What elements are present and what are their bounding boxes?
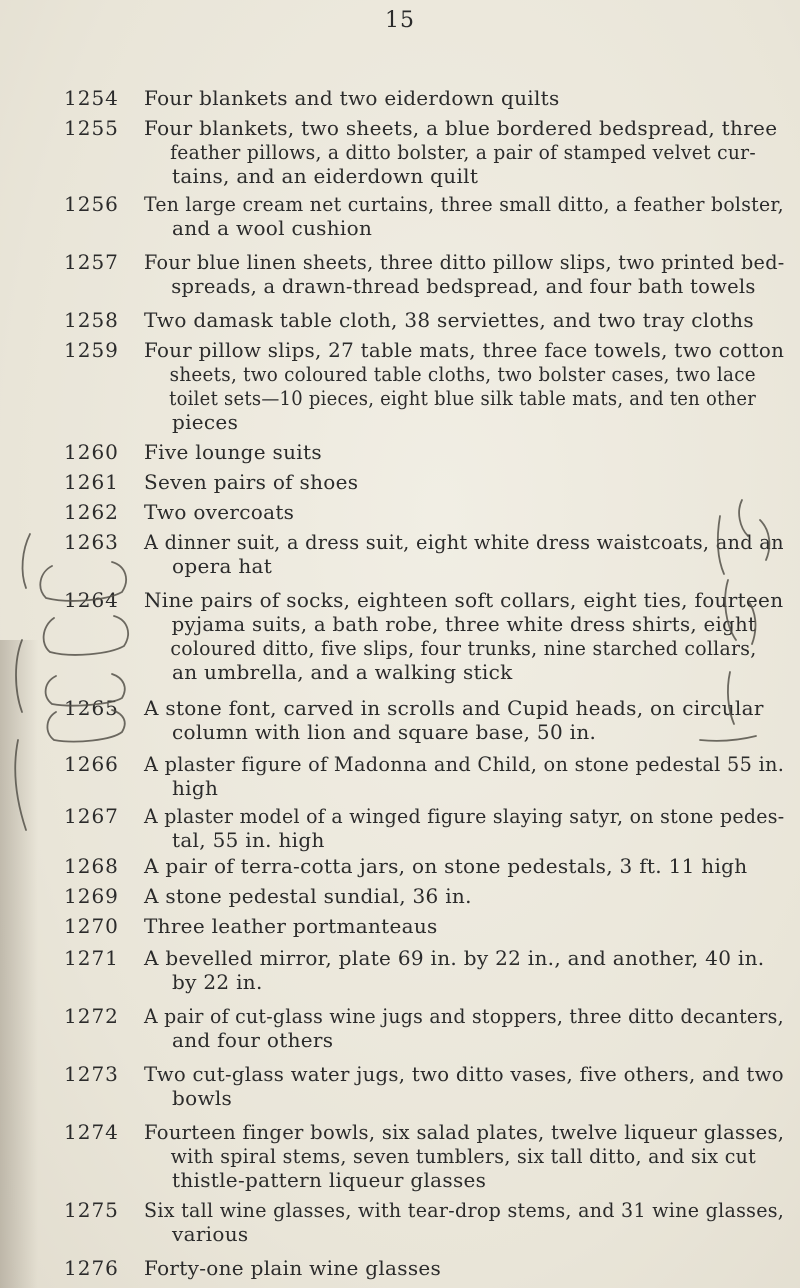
lot-number: 1267	[64, 804, 119, 828]
lot-description	[144, 500, 760, 524]
lot-description-line: pyjama suits, a bath robe, three white dress shirts, eight	[171, 612, 757, 636]
lot-description-line: thistle-pattern liqueur glasses	[172, 1168, 487, 1192]
lot-description	[144, 804, 785, 852]
lot-description	[144, 588, 784, 684]
lot-description	[144, 470, 760, 494]
lot-description-line: A dinner suit, a dress suit, eight white dress waistcoats, and an	[144, 530, 784, 554]
lot-description-line: A stone font, carved in scrolls and Cupid heads, on circular	[144, 696, 764, 720]
lot-description-line: Four pillow slips, 27 table mats, three face towels, two cotton	[144, 338, 785, 362]
lot-description-line: tains, and an eiderdown quilt	[172, 164, 479, 188]
lot-description-line: A plaster figure of Madonna and Child, on stone pedestal 55 in.	[144, 752, 785, 776]
lot-number: 1275	[64, 1198, 119, 1222]
lot-number: 1271	[64, 946, 119, 970]
lot-description-line: with spiral stems, seven tumblers, six tall ditto, and six cut	[170, 1144, 757, 1168]
lot-description	[144, 116, 778, 188]
lot-description-line: sheets, two coloured table cloths, two bolster cases, two lace	[169, 362, 756, 386]
lot-number: 1260	[64, 440, 119, 464]
lot-number: 1254	[64, 86, 119, 110]
lot-number: 1255	[64, 116, 119, 140]
lot-description-line: Seven pairs of shoes	[144, 470, 359, 494]
lot-description-line: tal, 55 in. high	[172, 828, 325, 852]
lot-description-line: spreads, a drawn-thread bedspread, and four bath towels	[171, 274, 756, 298]
lot-description-line: Nine pairs of socks, eighteen soft collars, eight ties, fourteen	[144, 588, 784, 612]
lot-description-line: various	[172, 1222, 249, 1246]
lot-description-line: coloured ditto, five slips, four trunks, nine starched collars,	[170, 636, 757, 660]
lot-number: 1269	[64, 884, 119, 908]
lot-number: 1273	[64, 1062, 119, 1086]
lot-description	[144, 1256, 760, 1280]
lot-description-line: feather pillows, a ditto bolster, a pair of stamped velvet cur-	[170, 140, 756, 164]
lot-description	[144, 1004, 784, 1052]
lot-description-line: Two cut-glass water jugs, two ditto vases, five others, and two	[144, 1062, 784, 1086]
lot-description	[144, 914, 760, 938]
lot-description	[144, 946, 765, 994]
lot-description-line: Six tall wine glasses, with tear-drop stems, and 31 wine glasses,	[144, 1198, 785, 1222]
lot-number: 1261	[64, 470, 119, 494]
lot-number: 1268	[64, 854, 119, 878]
lot-description-line: A pair of cut-glass wine jugs and stoppers, three ditto decanters,	[144, 1004, 784, 1028]
lot-number: 1265	[64, 696, 119, 720]
lot-description-line: Fourteen finger bowls, six salad plates, twelve liqueur glasses,	[144, 1120, 785, 1144]
lot-description	[144, 250, 785, 298]
lot-description-line: Two damask table cloth, 38 serviettes, and two tray cloths	[144, 308, 754, 332]
lot-description	[144, 884, 760, 908]
lot-number: 1276	[64, 1256, 119, 1280]
lot-description	[144, 1120, 785, 1192]
lot-description-line: A plaster model of a winged figure slaying satyr, on stone pedes-	[144, 804, 785, 828]
lot-description	[144, 530, 784, 578]
lot-description	[144, 854, 760, 878]
lot-description	[144, 86, 760, 110]
lot-description-line: high	[172, 776, 219, 800]
lot-description-line: bowls	[172, 1086, 233, 1110]
lot-number: 1262	[64, 500, 119, 524]
lot-description-line: Four blankets and two eiderdown quilts	[144, 86, 560, 110]
lot-description-line: pieces	[172, 410, 239, 434]
lot-description-line: and a wool cushion	[172, 216, 373, 240]
lot-description-line: Four blankets, two sheets, a blue bordered bedspread, three	[144, 116, 778, 140]
lot-description-line: Ten large cream net curtains, three small ditto, a feather bolster,	[144, 192, 784, 216]
lot-number: 1263	[64, 530, 119, 554]
lot-number: 1256	[64, 192, 119, 216]
lot-number: 1259	[64, 338, 119, 362]
lot-description-line: Four blue linen sheets, three ditto pillow slips, two printed bed-	[144, 250, 785, 274]
lot-description-line: toilet sets—10 pieces, eight blue silk table mats, and ten other	[169, 386, 757, 410]
lot-number: 1258	[64, 308, 119, 332]
lot-description	[144, 752, 785, 800]
lot-description-line: Two overcoats	[144, 500, 295, 524]
lot-description	[144, 338, 785, 434]
lot-description-line: Three leather portmanteaus	[144, 914, 438, 938]
page-number: 15	[385, 8, 415, 33]
lot-description-line: and four others	[172, 1028, 334, 1052]
lot-description-line: opera hat	[172, 554, 273, 578]
lot-description-line: by 22 in.	[172, 970, 263, 994]
lot-number: 1257	[64, 250, 119, 274]
lot-number: 1270	[64, 914, 119, 938]
lot-description-line: A stone pedestal sundial, 36 in.	[144, 884, 472, 908]
lot-description	[144, 192, 784, 240]
lot-description-line: A bevelled mirror, plate 69 in. by 22 in., and another, 40 in.	[144, 946, 765, 970]
lot-description	[144, 1062, 784, 1110]
lot-description-line: an umbrella, and a walking stick	[172, 660, 513, 684]
lot-number: 1266	[64, 752, 119, 776]
page-edge-shadow	[0, 640, 38, 1288]
lot-description-line: Forty-one plain wine glasses	[144, 1256, 442, 1280]
lot-description-line: A pair of terra-cotta jars, on stone pedestals, 3 ft. 11 high	[144, 854, 748, 878]
lot-number: 1264	[64, 588, 119, 612]
lot-description-line: column with lion and square base, 50 in.	[172, 720, 597, 744]
lot-description	[144, 440, 760, 464]
lot-number: 1272	[64, 1004, 119, 1028]
lot-description	[144, 308, 760, 332]
lot-description	[144, 696, 764, 744]
lot-description	[144, 1198, 785, 1246]
lot-description-line: Five lounge suits	[144, 440, 322, 464]
lot-number: 1274	[64, 1120, 119, 1144]
